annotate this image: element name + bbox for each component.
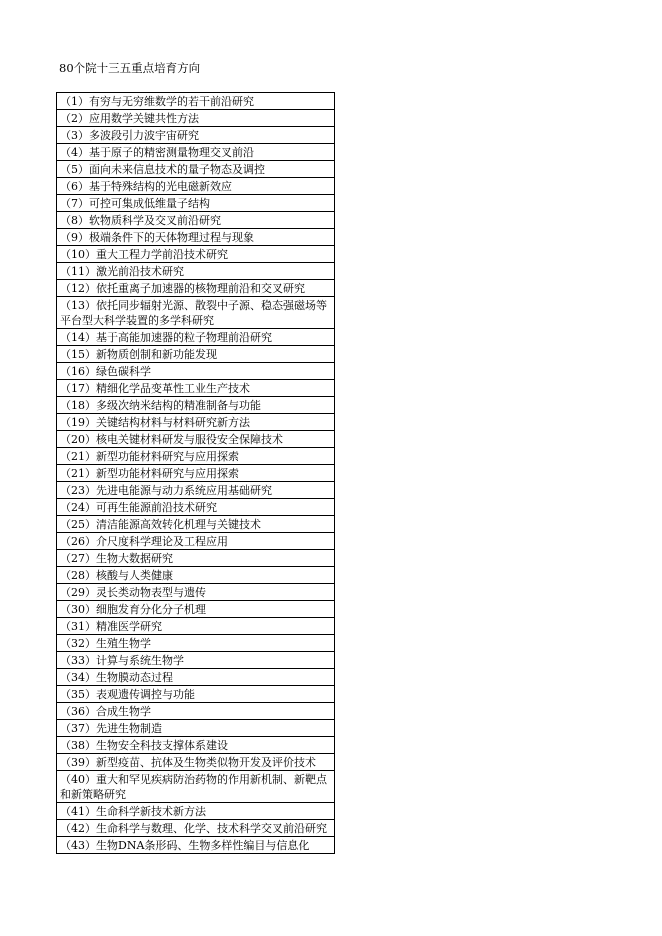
page-title: 80个院十三五重点培育方向 xyxy=(59,61,201,75)
table-row: （35）表观遗传调控与功能 xyxy=(57,686,334,703)
table-row: （11）激光前沿技术研究 xyxy=(57,263,334,280)
table-row: （6）基于特殊结构的光电磁新效应 xyxy=(57,178,334,195)
table-row: （39）新型疫苗、抗体及生物类似物开发及评价技术 xyxy=(57,754,334,771)
table-row: （38）生物安全科技支撑体系建设 xyxy=(57,737,334,754)
table-row: （33）计算与系统生物学 xyxy=(57,652,334,669)
table-row: （17）精细化学品变革性工业生产技术 xyxy=(57,380,334,397)
table-row: （37）先进生物制造 xyxy=(57,720,334,737)
table-row: （20）核电关键材料研发与服役安全保障技术 xyxy=(57,431,334,448)
table-row: （18）多级次纳米结构的精准制备与功能 xyxy=(57,397,334,414)
table-row: （21）新型功能材料研究与应用探索 xyxy=(57,465,334,482)
table-row: （4）基于原子的精密测量物理交叉前沿 xyxy=(57,144,334,161)
directions-table xyxy=(56,92,335,854)
table-row: （31）精准医学研究 xyxy=(57,618,334,635)
table-row: （2）应用数学关键共性方法 xyxy=(57,110,334,127)
table-row: （14）基于高能加速器的粒子物理前沿研究 xyxy=(57,329,334,346)
table-row: （24）可再生能源前沿技术研究 xyxy=(57,499,334,516)
table-row: （43）生物DNA条形码、生物多样性编目与信息化 xyxy=(57,837,334,854)
table-row: （1）有穷与无穷维数学的若干前沿研究 xyxy=(57,93,334,110)
table-row: （13）依托同步辐射光源、散裂中子源、稳态强磁场等平台型大科学装置的多学科研究 xyxy=(57,297,334,329)
table-row: （30）细胞发育分化分子机理 xyxy=(57,601,334,618)
table-row: （36）合成生物学 xyxy=(57,703,334,720)
table-row: （16）绿色碳科学 xyxy=(57,363,334,380)
table-row: （34）生物膜动态过程 xyxy=(57,669,334,686)
table-row: （28）核酸与人类健康 xyxy=(57,567,334,584)
table-row: （32）生殖生物学 xyxy=(57,635,334,652)
table-row: （7）可控可集成低维量子结构 xyxy=(57,195,334,212)
table-row: （8）软物质科学及交叉前沿研究 xyxy=(57,212,334,229)
table-row: （5）面向未来信息技术的量子物态及调控 xyxy=(57,161,334,178)
table-row: （25）清洁能源高效转化机理与关键技术 xyxy=(57,516,334,533)
table-row: （3）多波段引力波宇宙研究 xyxy=(57,127,334,144)
table-row: （42）生命科学与数理、化学、技术科学交叉前沿研究 xyxy=(57,820,334,837)
table-row: （10）重大工程力学前沿技术研究 xyxy=(57,246,334,263)
table-row: （26）介尺度科学理论及工程应用 xyxy=(57,533,334,550)
table-row: （27）生物大数据研究 xyxy=(57,550,334,567)
table-row: （19）关键结构材料与材料研究新方法 xyxy=(57,414,334,431)
table-row: （12）依托重离子加速器的核物理前沿和交叉研究 xyxy=(57,280,334,297)
table-row: （29）灵长类动物表型与遗传 xyxy=(57,584,334,601)
table-row: （21）新型功能材料研究与应用探索 xyxy=(57,448,334,465)
table-row: （40）重大和罕见疾病防治药物的作用新机制、新靶点和新策略研究 xyxy=(57,771,334,803)
table-row: （23）先进电能源与动力系统应用基础研究 xyxy=(57,482,334,499)
table-row: （15）新物质创制和新功能发现 xyxy=(57,346,334,363)
table-row: （41）生命科学新技术新方法 xyxy=(57,803,334,820)
table-row: （9）极端条件下的天体物理过程与现象 xyxy=(57,229,334,246)
